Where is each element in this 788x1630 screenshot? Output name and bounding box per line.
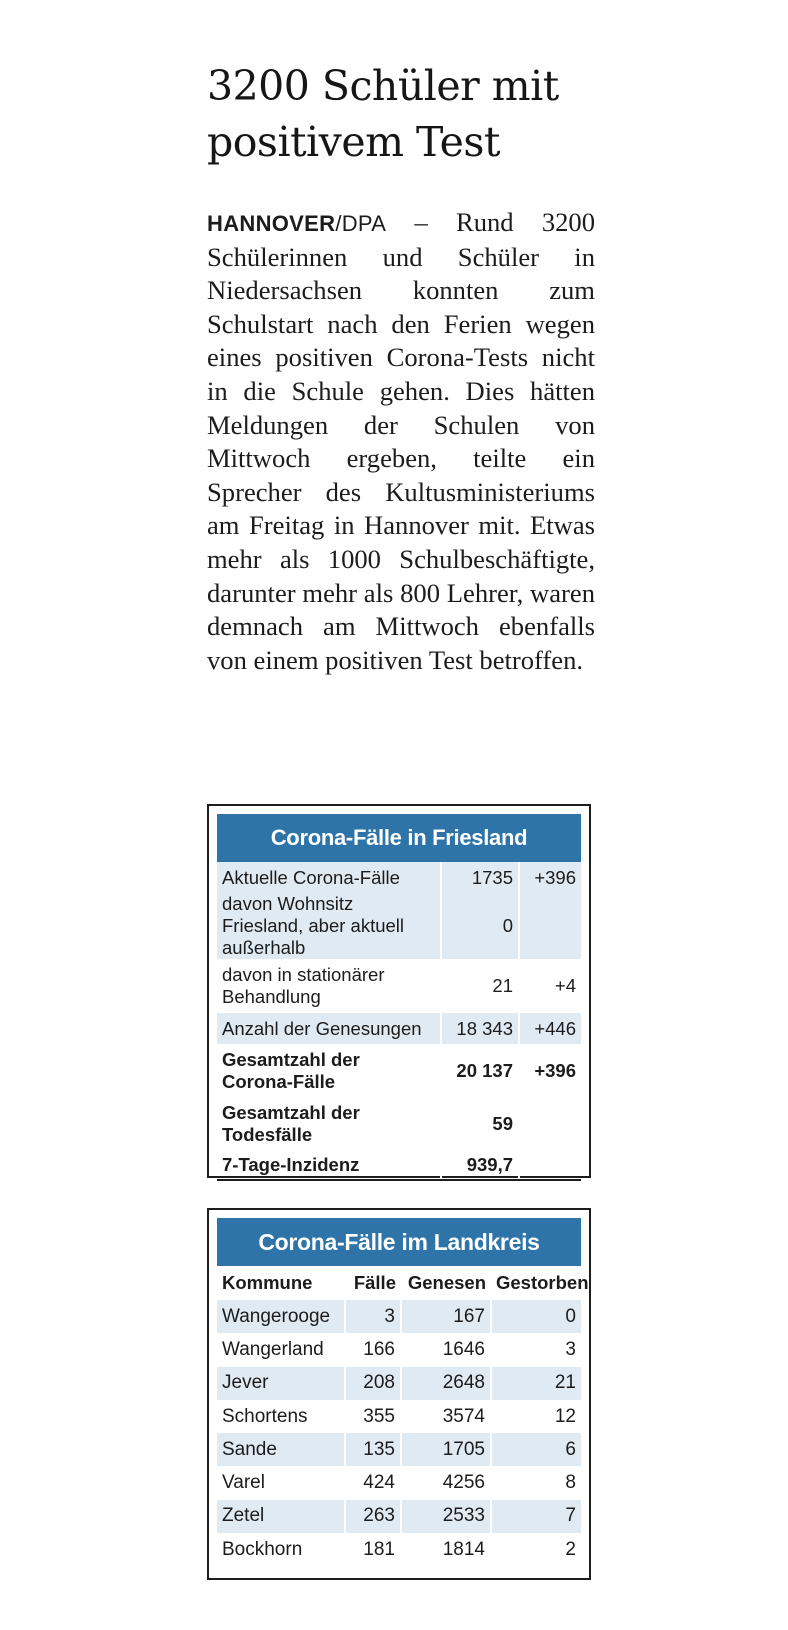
friesland-box-title: Corona-Fälle in Friesland [217,814,581,862]
kommune-cell: Sande [217,1433,345,1466]
table-header-row [217,1266,581,1300]
landkreis-box-title: Corona-Fälle im Landkreis [217,1218,581,1266]
genesen-cell: 3574 [401,1400,491,1433]
row-change: +396 [534,1059,576,1081]
genesen-cell: 167 [401,1300,491,1333]
landkreis-table [217,1266,589,1566]
faelle-cell: 208 [345,1367,401,1400]
row-label: Gesamtzahl der Corona-Fälle [217,1044,441,1097]
row-change: +396 [519,862,581,893]
headline [207,58,607,170]
table-row [217,1500,581,1533]
genesen-cell: 4256 [401,1466,491,1499]
headline-line-2: positivem Test [207,118,500,166]
faelle-cell: 181 [345,1533,401,1566]
row-change [519,1097,581,1150]
row-change: +4 [554,975,576,996]
article-body [207,206,595,677]
table-row [217,959,581,1013]
gestorben-cell: 2 [565,1538,576,1560]
row-value: 20 137 [441,1044,519,1097]
faelle-cell: 424 [345,1466,401,1499]
row-label: Aktuelle Corona-Fälle [217,862,441,893]
table-row [217,893,581,959]
headline-line-1: 3200 Schüler mit [207,62,559,110]
row-value: 18 343 [441,1013,519,1044]
column-header-faelle: Fälle [353,1272,396,1293]
faelle-cell: 263 [345,1500,401,1533]
gestorben-cell: 12 [554,1405,576,1427]
gestorben-cell: 7 [491,1500,581,1533]
table-row [217,1400,581,1433]
kommune-cell: Bockhorn [217,1533,345,1566]
table-row [217,862,581,893]
table-row [217,1013,581,1044]
row-label: Gesamtzahl der Todesfälle [217,1097,441,1150]
genesen-cell: 1705 [401,1433,491,1466]
column-header-gestorben: Gestorben [496,1272,589,1293]
table-row [217,1433,581,1466]
table-row [217,1333,581,1366]
table-row [217,1044,581,1097]
row-value: 1735 [441,862,519,893]
row-label: davon Wohnsitz Friesland, aber aktuell außerhalb [217,893,441,959]
friesland-info-box [207,804,591,1178]
dateline-place: HANNOVER [207,211,336,236]
row-label: 7-Tage-Inzidenz [217,1150,441,1180]
faelle-cell: 135 [345,1433,401,1466]
kommune-cell: Wangerland [217,1333,345,1366]
row-value: 21 [441,959,519,1013]
table-row [217,1533,581,1566]
faelle-cell: 355 [345,1400,401,1433]
kommune-cell: Wangerooge [217,1300,345,1333]
row-change [519,1150,581,1180]
dateline [207,211,386,236]
genesen-cell: 1814 [401,1533,491,1566]
row-label: Anzahl der Genesungen [217,1013,441,1044]
row-change [519,893,581,959]
kommune-cell: Schortens [217,1400,345,1433]
faelle-cell: 3 [345,1300,401,1333]
dateline-agency: /DPA [335,211,387,236]
kommune-cell: Jever [217,1367,345,1400]
table-row [217,1150,581,1180]
gestorben-cell: 0 [491,1300,581,1333]
table-row [217,1466,581,1499]
friesland-table [217,862,581,1181]
gestorben-cell: 6 [491,1433,581,1466]
genesen-cell: 2533 [401,1500,491,1533]
table-row [217,1097,581,1150]
faelle-cell: 166 [345,1333,401,1366]
row-change: +446 [519,1013,581,1044]
row-value: 0 [441,893,519,959]
column-header-kommune: Kommune [222,1272,313,1293]
genesen-cell: 2648 [401,1367,491,1400]
kommune-cell: Zetel [217,1500,345,1533]
table-row [217,1367,581,1400]
gestorben-cell: 3 [565,1338,576,1360]
article-text: Rund 3200 Schülerinnen und Schüler in Niedersachsen konnten zum Schulstart nach den Ferien wegen eines positiven Corona-Tests nicht in die Schule gehen. Dies hätten Meldungen der Schulen von Mittwoch ergeben, teilte ein Sprecher des Kultusministeriums am Freitag in Hannover mit. Etwas mehr als 1000 Schulbeschäftigte, darunter mehr als 800 Lehrer, waren demnach am Mittwoch ebenfalls von einem positiven Test betroffen. [207,207,596,675]
table-row [217,1300,581,1333]
gestorben-cell: 21 [491,1367,581,1400]
column-header-genesen: Genesen [407,1272,486,1293]
kommune-cell: Varel [217,1466,345,1499]
dateline-dash: – [386,207,456,237]
gestorben-cell: 8 [565,1472,576,1494]
row-value: 59 [441,1097,519,1150]
genesen-cell: 1646 [401,1333,491,1366]
row-label: davon in stationärer Behandlung [217,959,441,1013]
row-value: 939,7 [441,1150,519,1180]
landkreis-info-box [207,1208,591,1580]
